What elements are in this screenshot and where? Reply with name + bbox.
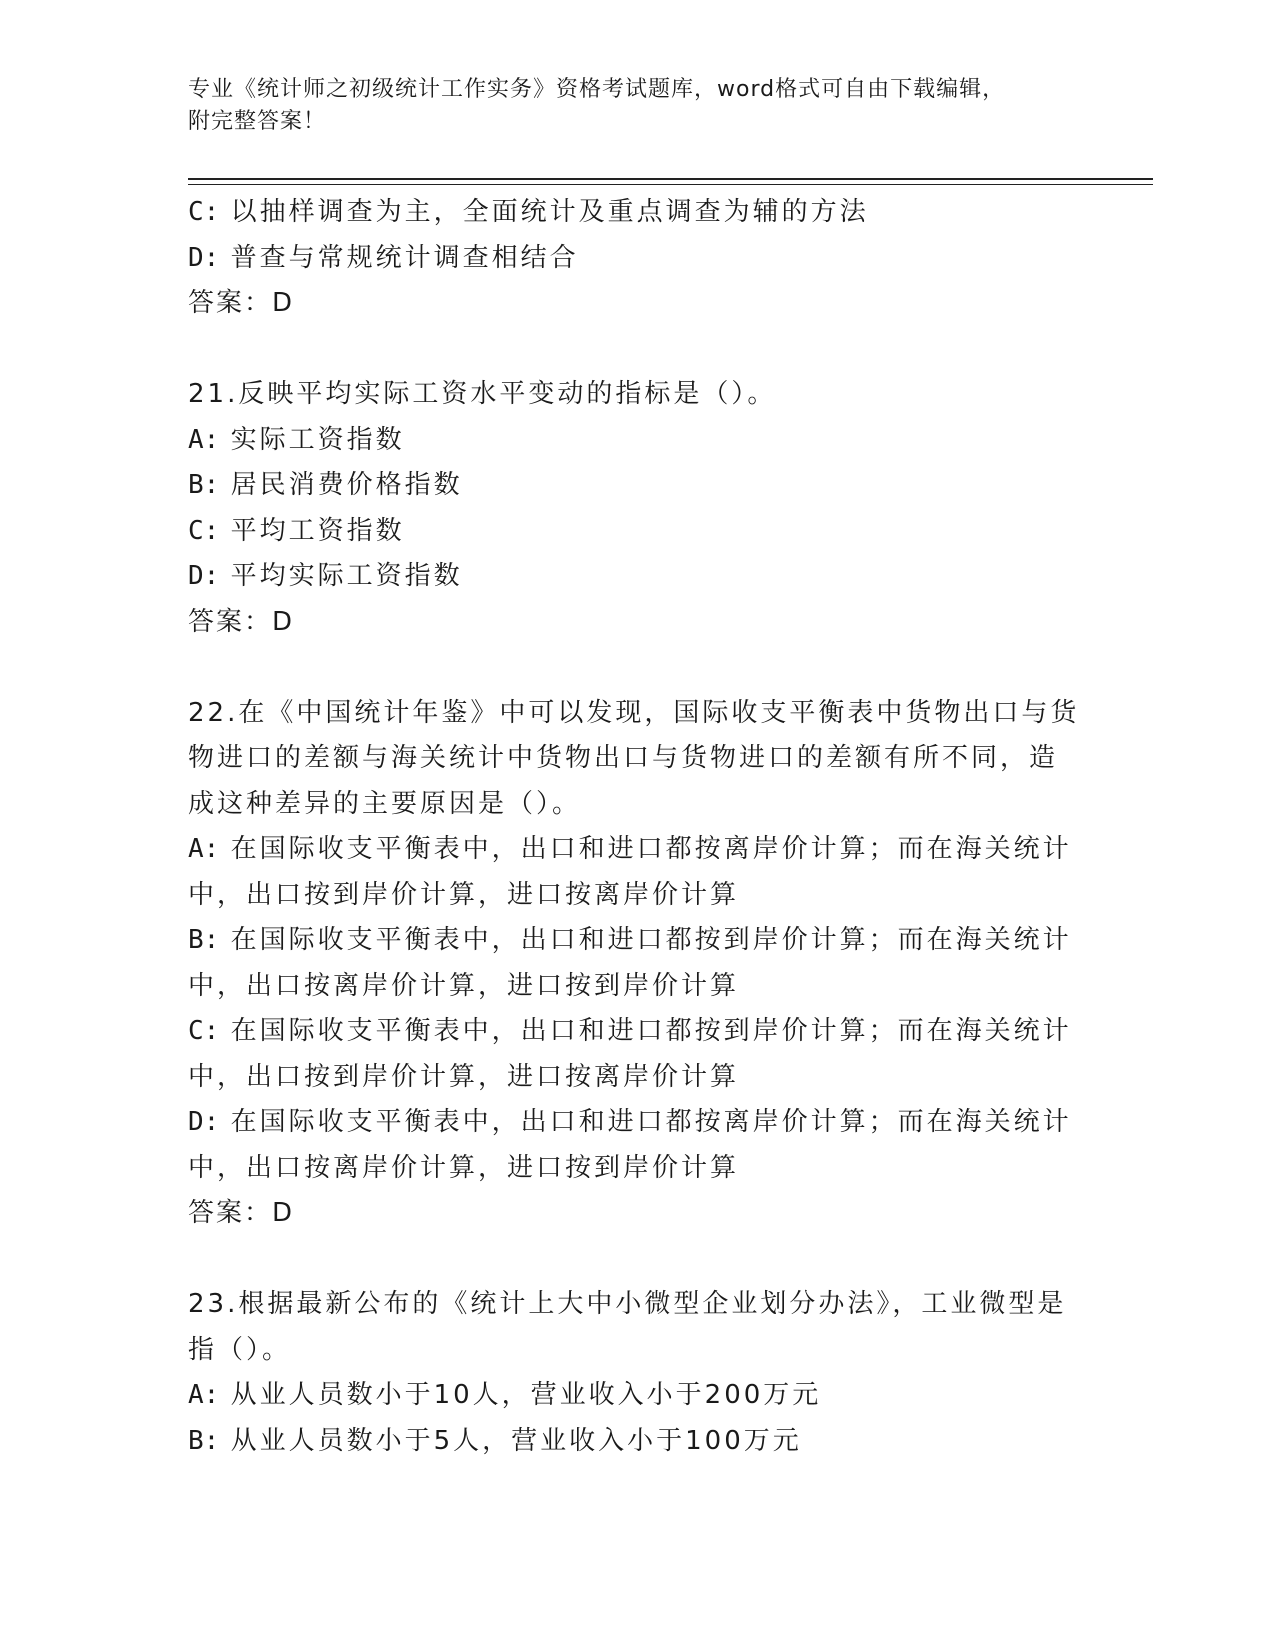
- q22-option-c: [188, 1009, 1078, 1055]
- q22-option-a-cont: 中，出口按到岸价计算，进口按离岸价计算: [188, 879, 740, 910]
- option-label: D:: [188, 242, 220, 273]
- option-text: 普查与常规统计调查相结合: [230, 242, 579, 273]
- answer-label: 答案：: [188, 288, 273, 318]
- option-text: 实际工资指数: [230, 424, 405, 455]
- q22-answer: [188, 1191, 1078, 1237]
- option-label: B:: [188, 925, 220, 955]
- option-text: 在国际收支平衡表中，出口和进口都按到岸价计算；而在海关统计: [230, 1016, 1072, 1046]
- option-label: A:: [188, 1380, 220, 1410]
- q22-stem-line-1: 22.在《中国统计年鉴》中可以发现，国际收支平衡表中货物出口与货: [188, 697, 1080, 728]
- q23-option-b: [188, 1419, 1078, 1465]
- option-label: D:: [188, 1107, 220, 1137]
- document-header: [188, 74, 1068, 138]
- option-label: D:: [188, 561, 220, 591]
- answer-value: D: [272, 1198, 293, 1228]
- q20-option-d: [188, 236, 1078, 282]
- header-line-1: 专业《统计师之初级统计工作实务》资格考试题库，word格式可自由下载编辑，: [188, 77, 1006, 102]
- q23-option-a: [188, 1373, 1078, 1419]
- answer-value: D: [272, 288, 293, 318]
- q21-stem: 21.反映平均实际工资水平变动的指标是（）。: [188, 379, 777, 409]
- option-label: C:: [188, 197, 220, 227]
- option-text: 从业人员数小于10人，营业收入小于200万元: [230, 1380, 822, 1410]
- q22-option-a: [188, 827, 1078, 873]
- option-text: 在国际收支平衡表中，出口和进口都按离岸价计算；而在海关统计: [230, 834, 1072, 864]
- q22-option-b: [188, 918, 1078, 964]
- option-text: 在国际收支平衡表中，出口和进口都按到岸价计算；而在海关统计: [230, 925, 1072, 955]
- option-label: C:: [188, 515, 220, 546]
- answer-label: 答案：: [188, 606, 273, 637]
- q21-option-c: [188, 509, 1078, 555]
- option-text: 居民消费价格指数: [230, 470, 463, 500]
- q20-answer: [188, 281, 1078, 327]
- option-text: 在国际收支平衡表中，出口和进口都按离岸价计算；而在海关统计: [230, 1107, 1072, 1137]
- option-label: C:: [188, 1016, 220, 1046]
- q21-option-d: [188, 554, 1078, 600]
- spacer: [188, 645, 1078, 691]
- q22-option-d-cont: 中，出口按离岸价计算，进口按到岸价计算: [188, 1152, 740, 1183]
- answer-value: D: [272, 606, 293, 637]
- header-rule-thin: [188, 184, 1153, 185]
- option-label: A:: [188, 424, 220, 455]
- option-text: 平均工资指数: [230, 515, 405, 546]
- q21-option-b: [188, 463, 1078, 509]
- option-label: B:: [188, 1425, 220, 1456]
- q22-option-b-cont: 中，出口按离岸价计算，进口按到岸价计算: [188, 970, 740, 1001]
- option-text: 以抽样调查为主，全面统计及重点调查为辅的方法: [230, 197, 869, 227]
- header-line-2: 附完整答案！: [188, 109, 327, 134]
- q22-stem-line-2: 物进口的差额与海关统计中货物出口与货物进口的差额有所不同，造: [188, 743, 1059, 773]
- option-label: B:: [188, 470, 220, 500]
- option-text: 平均实际工资指数: [230, 561, 463, 591]
- q21-answer: [188, 600, 1078, 646]
- answer-label: 答案：: [188, 1198, 273, 1228]
- option-label: A:: [188, 834, 220, 864]
- q23-stem-line-1: 23.根据最新公布的《统计上大中小微型企业划分办法》，工业微型是: [188, 1289, 1067, 1319]
- q21-option-a: [188, 418, 1078, 464]
- spacer: [188, 327, 1078, 373]
- question-list: [188, 190, 1078, 1464]
- header-rule-thick: [188, 178, 1153, 180]
- q22-option-d: [188, 1100, 1078, 1146]
- q23-stem-line-2: 指（）。: [188, 1334, 292, 1365]
- q22-stem-line-3: 成这种差异的主要原因是（）。: [188, 788, 582, 819]
- q20-option-c: [188, 190, 1078, 236]
- q22-option-c-cont: 中，出口按到岸价计算，进口按离岸价计算: [188, 1061, 740, 1092]
- option-text: 从业人员数小于5人，营业收入小于100万元: [230, 1425, 802, 1456]
- spacer: [188, 1237, 1078, 1283]
